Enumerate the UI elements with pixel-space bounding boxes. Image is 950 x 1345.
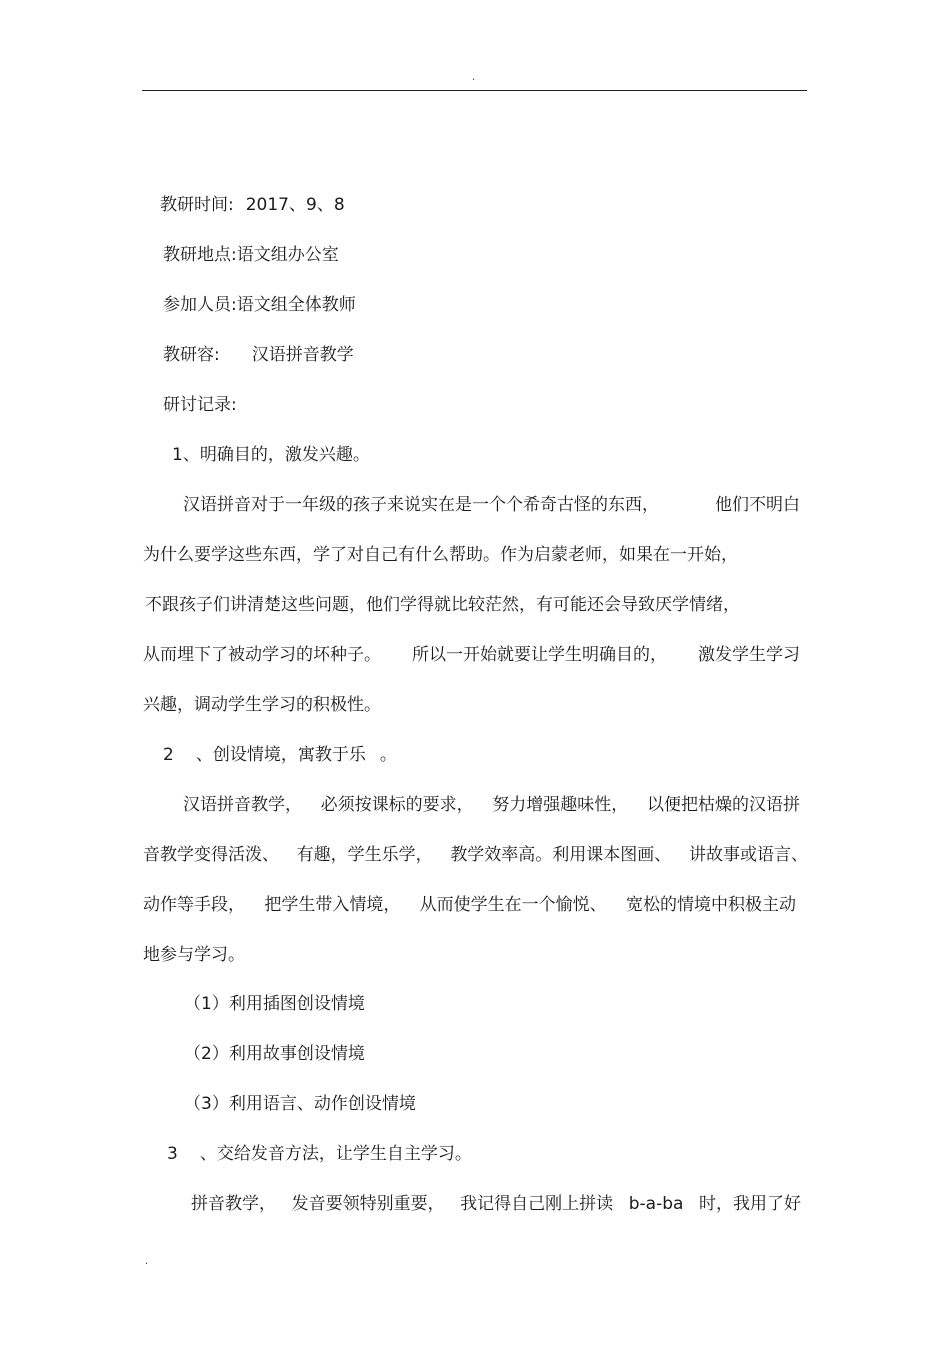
people-value: 语文组全体教师 <box>236 295 356 315</box>
text-run: 宽松的情境中积极主动 <box>625 895 796 915</box>
section2-title: 、创设情境，寓教于乐 <box>195 745 366 765</box>
section3-title: 、交给发音方法，让学生自主学习。 <box>199 1144 472 1164</box>
s2-item-2: （2）利用故事创设情境 <box>184 1044 365 1064</box>
s2-line-4: 地参与学习。 <box>143 945 245 965</box>
time-label: 教研时间: <box>160 195 234 215</box>
s3-line-1 <box>191 1193 801 1215</box>
footer-marker: . <box>145 1256 149 1267</box>
place-value: 语文组办公室 <box>236 245 339 265</box>
section2-heading <box>163 744 397 766</box>
meta-people <box>163 294 356 316</box>
section3-heading <box>167 1143 472 1165</box>
s2-line-2 <box>143 844 808 866</box>
text-run: 所以一开始就要让学生明确目的， <box>412 645 667 665</box>
content-label: 教研容: <box>163 345 220 365</box>
people-label: 参加人员: <box>163 295 237 315</box>
text-run: 教学效率高。利用课本图画、 <box>450 845 672 865</box>
text-run: 音教学变得活泼、 <box>143 845 279 865</box>
time-value: 2017、9、8 <box>245 195 345 215</box>
content-value: 汉语拼音教学 <box>251 345 354 365</box>
section3-number: 3 <box>167 1144 178 1164</box>
text-run: 拼音教学， <box>191 1194 276 1214</box>
record-label: 研讨记录: <box>163 395 237 415</box>
s1-line-2: 为什么要学这些东西，学了对自己有什么帮助。作为启蒙老师，如果在一开始， <box>143 545 738 565</box>
text-run: 努力增强趣味性， <box>492 795 629 815</box>
s2-line-3 <box>143 894 796 916</box>
s2-item-1: （1）利用插图创设情境 <box>184 994 365 1014</box>
s1-line-1 <box>183 494 800 516</box>
text-run: 时，我用了好 <box>699 1194 801 1214</box>
text-run: 从而使学生在一个愉悦、 <box>419 895 607 915</box>
text-run: 汉语拼音对于一年级的孩子来说实在是一个个希奇古怪的东西， <box>183 495 659 515</box>
section2-title-end: 。 <box>379 745 397 765</box>
section1-heading: 1、明确目的，激发兴趣。 <box>172 445 370 465</box>
text-run: 他们不明白 <box>715 495 800 515</box>
meta-content <box>163 344 354 366</box>
text-run: 以便把枯燥的汉语拼 <box>646 795 800 815</box>
text-run: 动作等手段， <box>143 895 245 915</box>
place-label: 教研地点: <box>163 245 237 265</box>
text-run: b-a-ba <box>628 1194 684 1214</box>
s2-line-1 <box>183 794 800 816</box>
header-rule <box>142 90 807 91</box>
header-marker: . <box>472 72 476 83</box>
text-run: 汉语拼音教学， <box>183 795 302 815</box>
section2-number: 2 <box>163 745 174 765</box>
text-run: 从而埋下了被动学习的坏种子。 <box>143 645 381 665</box>
s2-item-3: （3）利用语言、动作创设情境 <box>184 1094 416 1114</box>
text-run: 发音要领特别重要， <box>291 1194 445 1214</box>
text-run: 激发学生学习 <box>698 645 800 665</box>
text-run: 讲故事或语言、 <box>688 845 808 865</box>
s1-line-3: 不跟孩子们讲清楚这些问题，他们学得就比较茫然，有可能还会导致厌学情绪， <box>145 595 740 615</box>
s1-line-5: 兴趣，调动学生学习的积极性。 <box>143 695 381 715</box>
text-run: 必须按课标的要求， <box>320 795 474 815</box>
meta-time <box>160 194 345 216</box>
text-run: 我记得自己刚上拼读 <box>460 1194 614 1214</box>
meta-place <box>163 244 339 266</box>
s1-line-4 <box>143 644 800 666</box>
text-run: 有趣，学生乐学， <box>296 845 433 865</box>
text-run: 把学生带入情境， <box>264 895 401 915</box>
